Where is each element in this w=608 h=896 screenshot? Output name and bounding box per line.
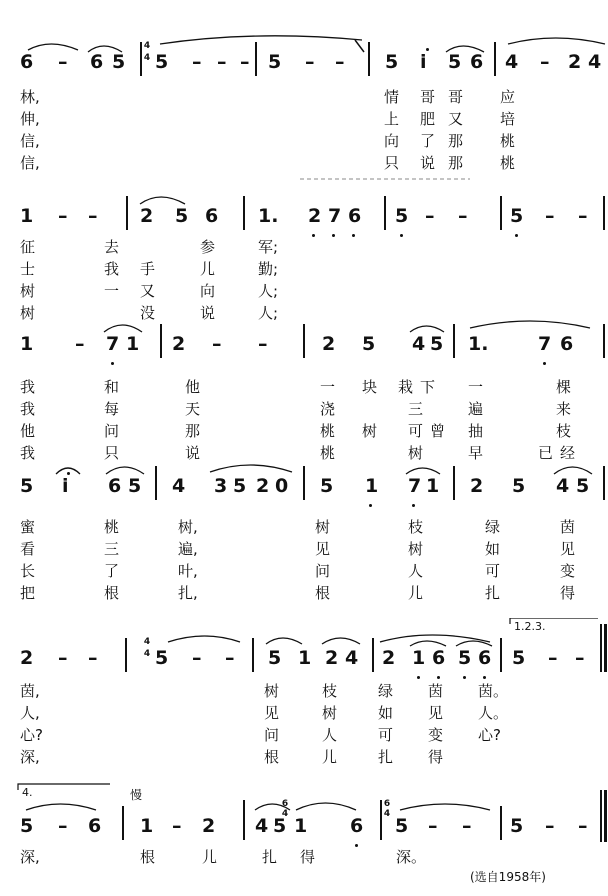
lyric: 向 <box>200 282 216 300</box>
note: 1 <box>126 333 140 355</box>
note: 1 <box>365 475 379 497</box>
note: 2 <box>325 647 339 669</box>
lyric: 枝 <box>556 422 572 440</box>
lyric: 又 <box>448 110 464 128</box>
note: 5 <box>233 475 247 497</box>
time-signature-top: 4 <box>143 637 151 647</box>
lyric: 一 <box>104 282 120 300</box>
lyric: 深, <box>20 748 40 766</box>
lyric-line-2-3 <box>0 280 608 302</box>
note: 5 <box>510 815 524 837</box>
note: 5 <box>430 333 444 355</box>
lyric: 桃 <box>320 422 336 440</box>
lyric: 见 <box>315 540 331 558</box>
note: 2 <box>20 647 34 669</box>
lyric: 树 <box>315 518 331 536</box>
lyric: 问 <box>264 726 280 744</box>
dash: – <box>192 51 202 73</box>
volta-label: 4. <box>22 786 33 799</box>
lyric: 如 <box>378 704 394 722</box>
note: 4 <box>255 815 269 837</box>
lyric: 扎 <box>485 584 501 602</box>
low-octave-dot <box>483 676 486 679</box>
lyric: 信, <box>20 154 40 172</box>
note: 6 <box>432 647 446 669</box>
lyric: 儿 <box>322 748 338 766</box>
note: 2 <box>382 647 396 669</box>
lyric-line-6-1 <box>0 846 608 868</box>
low-octave-dot <box>543 362 546 365</box>
note: 1. <box>258 205 279 227</box>
lyric: 人, <box>20 704 40 722</box>
note: 2 <box>568 51 582 73</box>
lyric-line-1-2 <box>0 108 608 130</box>
note: 1 <box>412 647 426 669</box>
volta-label: 1.2.3. <box>514 620 546 633</box>
lyric: 桃 <box>320 444 336 462</box>
lyric: 树 <box>408 444 424 462</box>
note: 1 <box>426 475 440 497</box>
lyric: 我 <box>20 400 36 418</box>
lyric: 三 <box>104 540 120 558</box>
note: 4 <box>588 51 602 73</box>
lyric-line-4-3 <box>0 560 608 582</box>
slurs <box>0 30 608 60</box>
note: 1 <box>294 815 308 837</box>
note: 5 <box>512 647 526 669</box>
lyric: 扎 <box>262 848 278 866</box>
lyric: 问 <box>104 422 120 440</box>
lyric-line-5-3 <box>0 724 608 746</box>
lyric: 他 <box>20 422 36 440</box>
dash: – <box>578 205 588 227</box>
note: 2 <box>202 815 216 837</box>
lyric: 人; <box>258 304 279 322</box>
note: 2 <box>308 205 322 227</box>
note: i <box>420 51 427 73</box>
dash: – <box>217 51 227 73</box>
lyric: 看 <box>20 540 36 558</box>
lyric: 树 <box>408 540 424 558</box>
lyric: 说 <box>185 444 201 462</box>
lyric-line-3-2 <box>0 398 608 420</box>
lyric: 士 <box>20 260 36 278</box>
dash: – <box>88 647 98 669</box>
lyric: 来 <box>556 400 572 418</box>
lyric: 去 <box>104 238 120 256</box>
note: 6 <box>88 815 102 837</box>
lyric: 那 <box>185 422 201 440</box>
lyric: 他 <box>185 378 201 396</box>
lyric: 儿 <box>408 584 424 602</box>
lyric: 人; <box>258 282 279 300</box>
note: 7 <box>328 205 342 227</box>
lyric: 棵 <box>556 378 572 396</box>
lyric: 那 <box>448 132 464 150</box>
lyric: 军; <box>258 238 279 256</box>
lyric: 问 <box>315 562 331 580</box>
lyric: 树 <box>362 422 378 440</box>
lyric: 深。 <box>396 848 427 866</box>
lyric: 心? <box>478 726 501 744</box>
lyric: 下 <box>420 378 436 396</box>
note: 0 <box>275 475 289 497</box>
note: 4 <box>345 647 359 669</box>
lyric: 哥 <box>448 88 464 106</box>
lyric: 见 <box>264 704 280 722</box>
time-signature-bottom: 4 <box>383 809 391 819</box>
lyric: 情 <box>384 88 400 106</box>
lyric: 人 <box>322 726 338 744</box>
lyric-line-1-1 <box>0 86 608 108</box>
lyric: 向 <box>384 132 400 150</box>
dash: – <box>192 647 202 669</box>
lyric: 我 <box>20 378 36 396</box>
lyric: 说 <box>200 304 216 322</box>
lyric: 桃 <box>104 518 120 536</box>
note: 5 <box>20 475 34 497</box>
low-octave-dot <box>369 504 372 507</box>
note: 2 <box>256 475 270 497</box>
low-octave-dot <box>417 676 420 679</box>
lyric-line-1-4 <box>0 152 608 174</box>
lyric: 勤; <box>258 260 279 278</box>
lyric: 儿 <box>202 848 218 866</box>
note: 2 <box>322 333 336 355</box>
lyric: 每 <box>104 400 120 418</box>
note: 6 <box>478 647 492 669</box>
lyric: 得 <box>428 748 444 766</box>
lyric: 只 <box>384 154 400 172</box>
time-signature-bottom: 4 <box>281 809 289 819</box>
low-octave-dot <box>412 504 415 507</box>
note: 4 <box>505 51 519 73</box>
lyric: 林, <box>20 88 40 106</box>
lyric: 见 <box>428 704 444 722</box>
dash: – <box>545 205 555 227</box>
lyric: 桃 <box>500 132 516 150</box>
note: 6 <box>90 51 104 73</box>
lyric: 那 <box>448 154 464 172</box>
lyric: 根 <box>140 848 156 866</box>
note: i <box>62 475 69 497</box>
time-signature-bottom: 4 <box>143 53 151 63</box>
lyric-line-4-1 <box>0 516 608 538</box>
lyric-line-3-3 <box>0 420 608 442</box>
time-signature-top: 6 <box>281 799 289 809</box>
lyric-line-5-1 <box>0 680 608 702</box>
lyric-line-4-4 <box>0 582 608 604</box>
lyric: 哥 <box>420 88 436 106</box>
lyric: 见 <box>560 540 576 558</box>
lyric: 枝 <box>322 682 338 700</box>
note: 4 <box>556 475 570 497</box>
note: 2 <box>140 205 154 227</box>
lyric-line-5-4 <box>0 746 608 768</box>
lyric: 扎, <box>178 584 198 602</box>
barline <box>380 800 382 840</box>
lyric: 得 <box>300 848 316 866</box>
lyric: 变 <box>560 562 576 580</box>
high-octave-dot <box>67 472 70 475</box>
lyric: 一 <box>320 378 336 396</box>
lyric: 天 <box>185 400 201 418</box>
note: 5 <box>268 51 282 73</box>
lyric: 叶, <box>178 562 198 580</box>
lyric: 树, <box>178 518 198 536</box>
note: 5 <box>458 647 472 669</box>
dash: – <box>548 647 558 669</box>
lyric: 遍, <box>178 540 198 558</box>
note: 5 <box>395 205 409 227</box>
tempo-mark: 慢 <box>130 788 143 802</box>
lyric: 只 <box>104 444 120 462</box>
note: 5 <box>395 815 409 837</box>
lyric: 没 <box>140 304 156 322</box>
dash: – <box>58 205 68 227</box>
note: 6 <box>560 333 574 355</box>
lyric: 肥 <box>420 110 436 128</box>
slurs <box>0 456 608 480</box>
lyric: 可 <box>485 562 501 580</box>
note: 2 <box>172 333 186 355</box>
lyric: 已 <box>538 444 554 462</box>
final-barline <box>600 790 602 842</box>
note: 3 <box>214 475 228 497</box>
lyric: 树 <box>322 704 338 722</box>
lyric: 蜜 <box>20 518 36 536</box>
lyric: 儿 <box>200 260 216 278</box>
note: 7 <box>408 475 422 497</box>
note: 7 <box>538 333 552 355</box>
lyric: 人 <box>408 562 424 580</box>
dash: – <box>240 51 250 73</box>
lyric: 绿 <box>485 518 501 536</box>
lyric: 扎 <box>378 748 394 766</box>
lyric: 培 <box>500 110 516 128</box>
dash: – <box>335 51 345 73</box>
lyric: 了 <box>420 132 436 150</box>
final-barline <box>604 790 607 842</box>
note: 4 <box>412 333 426 355</box>
lyric: 一 <box>468 378 484 396</box>
lyric-line-5-2 <box>0 702 608 724</box>
note: 1. <box>468 333 489 355</box>
lyric: 根 <box>315 584 331 602</box>
note: 2 <box>470 475 484 497</box>
note: 6 <box>205 205 219 227</box>
lyric: 说 <box>420 154 436 172</box>
lyric: 早 <box>468 444 484 462</box>
note: 5 <box>448 51 462 73</box>
dash: – <box>88 205 98 227</box>
low-octave-dot <box>437 676 440 679</box>
dash: – <box>458 205 468 227</box>
note: 6 <box>20 51 34 73</box>
note: 1 <box>298 647 312 669</box>
note: 5 <box>268 647 282 669</box>
lyric: 栽 <box>398 378 414 396</box>
dash: – <box>225 647 235 669</box>
note: 6 <box>350 815 364 837</box>
lyric: 可 <box>378 726 394 744</box>
note: 5 <box>273 815 287 837</box>
note: 5 <box>155 51 169 73</box>
time-signature-top: 6 <box>383 799 391 809</box>
lyric: 茵 <box>428 682 444 700</box>
lyric-line-2-1 <box>0 236 608 258</box>
lyric: 变 <box>428 726 444 744</box>
dash: – <box>462 815 472 837</box>
lyric-line-2-2 <box>0 258 608 280</box>
lyric: 可 <box>408 422 424 440</box>
lyric-line-1-3 <box>0 130 608 152</box>
dash: – <box>545 815 555 837</box>
lyric: 我 <box>104 260 120 278</box>
note: 5 <box>128 475 142 497</box>
high-octave-dot <box>426 48 429 51</box>
source-note: (选自1958年) <box>470 870 546 884</box>
time-signature-bottom: 4 <box>143 649 151 659</box>
lyric-line-4-2 <box>0 538 608 560</box>
time-signature-top: 4 <box>143 41 151 51</box>
lyric: 桃 <box>500 154 516 172</box>
dash: – <box>575 647 585 669</box>
lyric: 长 <box>20 562 36 580</box>
barline <box>122 806 124 840</box>
lyric: 了 <box>104 562 120 580</box>
lyric: 参 <box>200 238 216 256</box>
slurs <box>0 314 608 338</box>
lyric: 应 <box>500 88 516 106</box>
note: 1 <box>20 333 34 355</box>
lyric: 树 <box>20 282 36 300</box>
lyric: 又 <box>140 282 156 300</box>
low-octave-dot <box>463 676 466 679</box>
lyric: 经 <box>560 444 576 462</box>
lyric: 枝 <box>408 518 424 536</box>
note: 6 <box>348 205 362 227</box>
note: 6 <box>108 475 122 497</box>
dash: – <box>428 815 438 837</box>
note: 7 <box>106 333 120 355</box>
lyric: 块 <box>362 378 378 396</box>
note: 5 <box>112 51 126 73</box>
lyric: 抽 <box>468 422 484 440</box>
note: 5 <box>512 475 526 497</box>
lyric: 绿 <box>378 682 394 700</box>
lyric: 手 <box>140 260 156 278</box>
lyric: 人。 <box>478 704 509 722</box>
lyric: 得 <box>560 584 576 602</box>
dash: – <box>258 333 268 355</box>
lyric: 把 <box>20 584 36 602</box>
note: 5 <box>20 815 34 837</box>
lyric: 信, <box>20 132 40 150</box>
lyric: 我 <box>20 444 36 462</box>
lyric: 树 <box>20 304 36 322</box>
lyric: 上 <box>384 110 400 128</box>
dash: – <box>540 51 550 73</box>
lyric: 浇 <box>320 400 336 418</box>
lyric-line-3-1 <box>0 376 608 398</box>
lyric: 根 <box>104 584 120 602</box>
lyric: 曾 <box>430 422 446 440</box>
dash: – <box>58 51 68 73</box>
lyric: 根 <box>264 748 280 766</box>
note: 5 <box>175 205 189 227</box>
lyric: 树 <box>264 682 280 700</box>
lyric: 遍 <box>468 400 484 418</box>
dash: – <box>305 51 315 73</box>
note: 5 <box>385 51 399 73</box>
dash: – <box>212 333 222 355</box>
lyric: 三 <box>408 400 424 418</box>
note: 5 <box>155 647 169 669</box>
dash: – <box>578 815 588 837</box>
note: 6 <box>470 51 484 73</box>
lyric: 和 <box>104 378 120 396</box>
note: 1 <box>20 205 34 227</box>
note: 5 <box>576 475 590 497</box>
note: 4 <box>172 475 186 497</box>
lyric: 茵。 <box>478 682 509 700</box>
lyric: 如 <box>485 540 501 558</box>
lyric: 茵, <box>20 682 40 700</box>
lyric: 伸, <box>20 110 40 128</box>
note: 1 <box>140 815 154 837</box>
lyric: 深, <box>20 848 40 866</box>
barline <box>243 800 245 840</box>
dash: – <box>172 815 182 837</box>
note: 5 <box>510 205 524 227</box>
notation-line-6 <box>0 814 608 838</box>
lyric: 心? <box>20 726 43 744</box>
dash: – <box>58 815 68 837</box>
dash: – <box>58 647 68 669</box>
slurs <box>0 186 608 210</box>
lyric: 征 <box>20 238 36 256</box>
low-octave-dot <box>111 362 114 365</box>
note: 5 <box>362 333 376 355</box>
lyric: 茵 <box>560 518 576 536</box>
barline <box>500 806 502 840</box>
dash: – <box>425 205 435 227</box>
dash: – <box>75 333 85 355</box>
divider <box>0 176 608 182</box>
note: 5 <box>320 475 334 497</box>
